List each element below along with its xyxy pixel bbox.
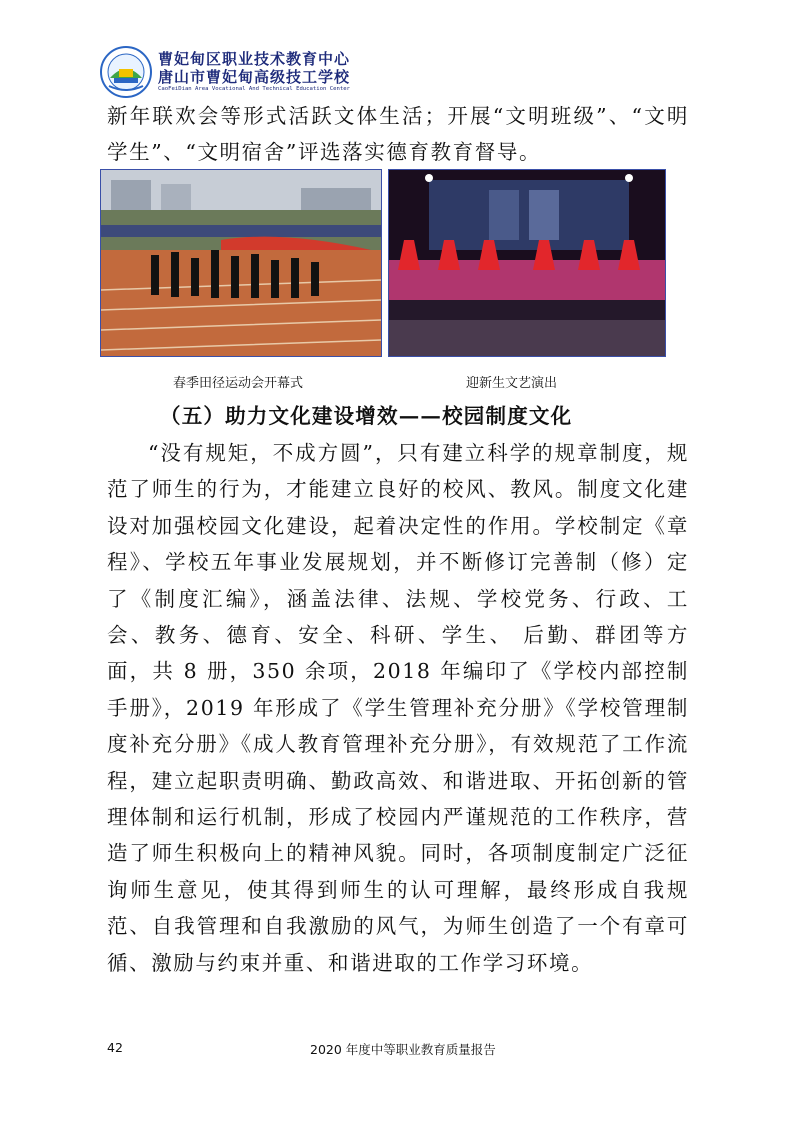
header-school-name: 曹妃甸区职业技术教育中心 (158, 50, 351, 68)
intro-paragraph: 新年联欢会等形式活跃文体生活；开展“文明班级”、“文明学生”、“文明宿舍”评选落实德育教育督导。 (107, 104, 689, 165)
page-header (100, 46, 400, 102)
intro-paragraph-block (107, 98, 689, 171)
page-number: 42 (107, 1040, 123, 1055)
school-logo-icon (100, 46, 152, 98)
photo-sports-meet (100, 169, 382, 357)
header-school-name-alt: 唐山市曹妃甸高级技工学校 (158, 68, 351, 86)
section-heading: （五）助力文化建设增效——校园制度文化 (160, 404, 573, 428)
photo-caption-sports-meet: 春季田径运动会开幕式 (173, 376, 304, 391)
footer-report-title: 2020 年度中等职业教育质量报告 (310, 1042, 496, 1057)
photo-caption-performance: 迎新生文艺演出 (466, 376, 558, 391)
body-paragraph: “没有规矩，不成方圆”，只有建立科学的规章制度，规范了师生的行为，才能建立良好的校风、教风。制度文化建设对加强校园文化建设，起着决定性的作用。学校制定《章程》、学校五年事业发展规划，并不断修订完善制（修）定了《制度汇编》，涵盖法律、法规、学校党务、行政、工会、教务、德育、安全、科研、学生、 后勤、群团等方面，共 8 册，350 余项，2018 年编印了《学校内部控制手册》，2019 年形成了《学生管理补充分册》《学校管理制度补充分册》《成人教育管理补充分册》，有效规范了工作流程，建立起职责明确、勤政高效、和谐进取、开拓创新的管理体制和运行机制，形成了校园内严谨规范的工作秩序，营造了师生积极向上的精神风貌。同时，各项制度制定广泛征询师生意见，使其得到师生的认可理解，最终形成自我规范、自我管理和自我激励的风气，为师生创造了一个有章可循、激励与约束并重、和谐进取的工作学习环境。 (107, 441, 689, 975)
photo-welcome-performance (388, 169, 666, 357)
header-school-name-en: CaoFeiDian Area Vocational And Technical Education Center (158, 86, 350, 92)
body-paragraph-block (107, 435, 689, 981)
